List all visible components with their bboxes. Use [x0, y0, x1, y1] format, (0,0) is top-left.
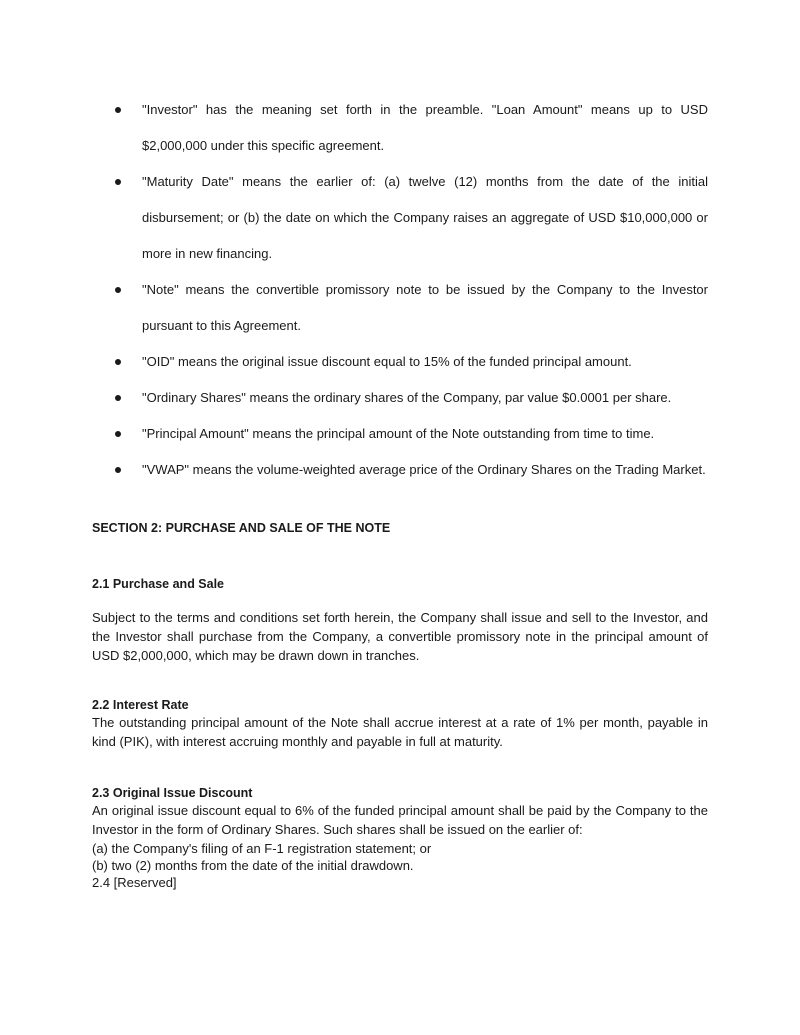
- section-2-heading: SECTION 2: PURCHASE AND SALE OF THE NOTE: [92, 521, 391, 535]
- section-2-3-item-a: (a) the Company's filing of an F-1 registration statement; or: [92, 841, 432, 856]
- section-2-2-heading: 2.2 Interest Rate: [92, 698, 189, 712]
- definition-ordinary-shares: [92, 380, 708, 416]
- definition-maturity-date: [92, 164, 708, 272]
- section-2-4-reserved: 2.4 [Reserved]: [92, 875, 177, 890]
- definition-text: "VWAP" means the volume-weighted average price of the Ordinary Shares on the Trading Market.: [142, 462, 706, 477]
- definitions-list: [92, 92, 708, 488]
- definition-text: "Note" means the convertible promissory note to be issued by the Company to the Investor pursuant to this Agreement.: [142, 282, 708, 333]
- bullet-icon: [115, 179, 121, 185]
- section-2-3-heading: 2.3 Original Issue Discount: [92, 786, 253, 800]
- section-2-3-text: An original issue discount equal to 6% of the funded principal amount shall be paid by the Company to the Investor in the form of Ordinary Shares. Such shares shall be issued on the earlier of:: [92, 803, 708, 837]
- bullet-icon: [115, 467, 121, 473]
- definition-text: "Maturity Date" means the earlier of: (a) twelve (12) months from the date of the initial disbursement; or (b) the date on which the Company raises an aggregate of USD $10,000,000 or more in new financing.: [142, 174, 708, 261]
- definition-text: "Investor" has the meaning set forth in the preamble. "Loan Amount" means up to USD $2,000,000 under this specific agreement.: [142, 102, 708, 153]
- bullet-icon: [115, 431, 121, 437]
- bullet-icon: [115, 287, 121, 293]
- definition-oid: [92, 344, 708, 380]
- section-2-1-text: Subject to the terms and conditions set forth herein, the Company shall issue and sell to the Investor, and the Investor shall purchase from the Company, a convertible promissory note in the principal amount of USD $2,000,000, which may be drawn down in tranches.: [92, 610, 708, 663]
- section-2-2-text: The outstanding principal amount of the Note shall accrue interest at a rate of 1% per month, payable in kind (PIK), with interest accruing monthly and payable in full at maturity.: [92, 715, 708, 749]
- bullet-icon: [115, 107, 121, 113]
- section-2-3-item-b: (b) two (2) months from the date of the initial drawdown.: [92, 858, 414, 873]
- bullet-icon: [115, 395, 121, 401]
- section-2-1-heading: 2.1 Purchase and Sale: [92, 577, 225, 591]
- definition-investor: [92, 92, 708, 164]
- definition-text: "Principal Amount" means the principal amount of the Note outstanding from time to time.: [142, 426, 655, 441]
- definition-principal-amount: [92, 416, 708, 452]
- definition-text: "OID" means the original issue discount equal to 15% of the funded principal amount.: [142, 354, 632, 369]
- bullet-icon: [115, 359, 121, 365]
- definition-vwap: [92, 452, 708, 488]
- definition-note: [92, 272, 708, 344]
- definition-text: "Ordinary Shares" means the ordinary shares of the Company, par value $0.0001 per share.: [142, 390, 672, 405]
